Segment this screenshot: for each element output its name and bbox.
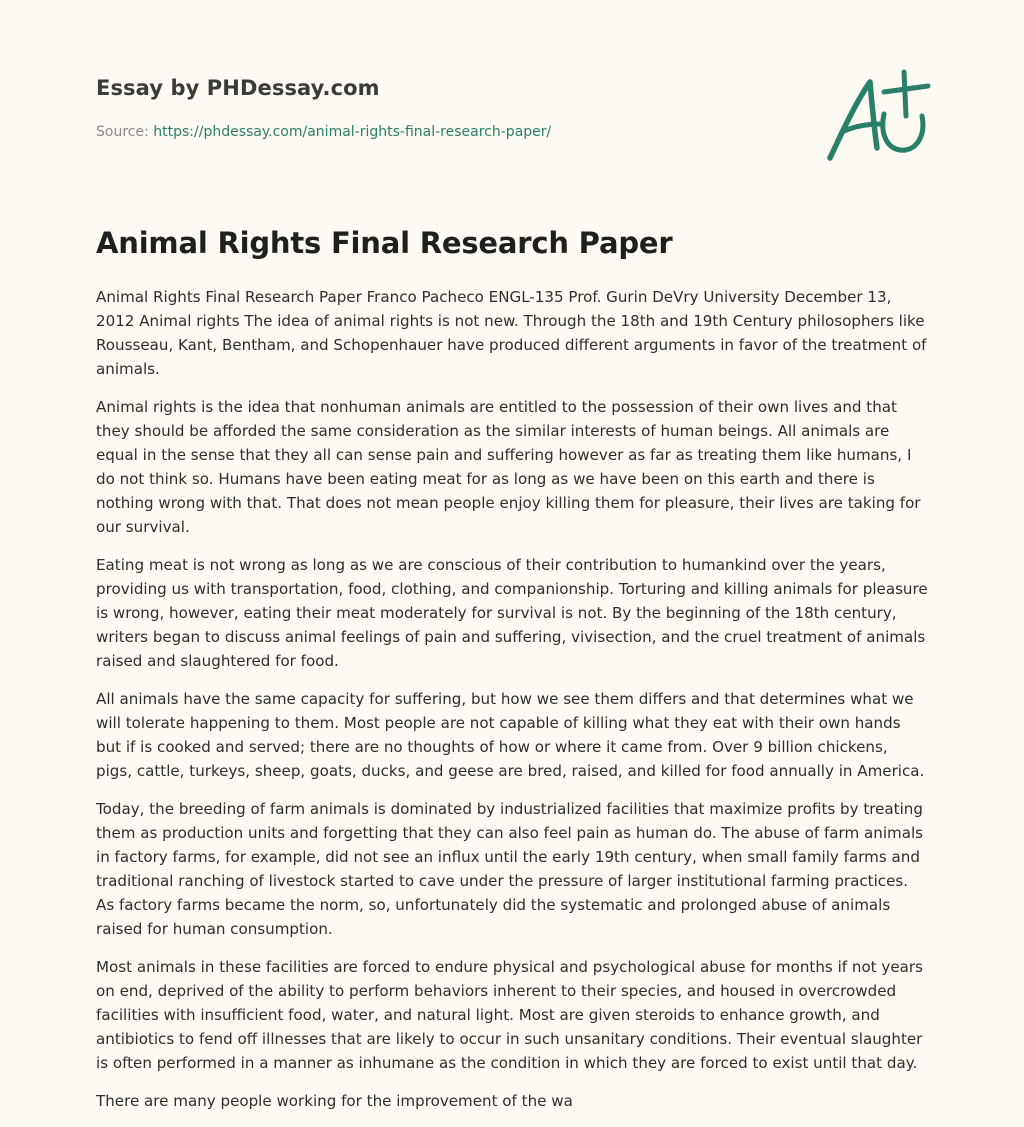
source-label: Source: (96, 124, 149, 140)
paragraph: All animals have the same capacity for suffering, but how we see them differs and that determines what we will tolerate happening to them. Most people are not capable of killing what they eat with their own hands but if is cooked and served; there are no thoughts of how or where it came from. Over 9 billion chickens, pigs, cattle, turkeys, sheep, goats, ducks, and geese are bred, raised, and killed for food annually in America. (96, 690, 925, 780)
article-body (96, 285, 928, 1127)
source-link[interactable]: https://phdessay.com/animal-rights-final-research-paper/ (153, 124, 552, 140)
article-title: Animal Rights Final Research Paper (96, 226, 673, 260)
source-line (96, 124, 551, 140)
paragraph: Today, the breeding of farm animals is dominated by industrialized facilities that maximize profits by treating them as production units and forgetting that they can also feel pain as human do. The abuse of farm animals in factory farms, for example, did not see an influx until the early 19th century, when small family farms and traditional ranching of livestock started to cave under the pressure of larger institutional farming practices. As factory farms became the norm, so, unfortunately did the systematic and prolonged abuse of animals raised for human consumption. (96, 800, 924, 938)
paragraph: Eating meat is not wrong as long as we are conscious of their contribution to humankind over the years, providing us with transportation, food, clothing, and companionship. Torturing and killing animals for pleasure is wrong, however, eating their meat moderately for survival is not. By the beginning of the 18th century, writers began to discuss animal feelings of pain and suffering, vivisection, and the cruel treatment of animals raised and slaughtered for food. (96, 556, 928, 670)
essay-page (96, 0, 928, 1110)
page-header (96, 0, 928, 200)
paragraph: Animal Rights Final Research Paper Franco Pacheco ENGL-135 Prof. Gurin DeVry University December 13, 2012 Animal rights The idea of animal rights is not new. Through the 18th and 19th Century philosophers like Rousseau, Kant, Bentham, and Schopenhauer have produced different arguments in favor of the treatment of animals. (96, 288, 927, 378)
paragraph: Most animals in these facilities are forced to endure physical and psychological abuse for months if not years on end, deprived of the ability to perform behaviors inherent to their species, and housed in overcrowded facilities with insufficient food, water, and natural light. Most are given steroids to enhance growth, and antibiotics to fend off illnesses that are likely to occur in such unsanitary conditions. Their eventual slaughter is often performed in a manner as inhumane as the condition in which they are forced to exist until that day. (96, 958, 923, 1072)
site-brand: Essay by PHDessay.com (96, 76, 380, 100)
paragraph: Animal rights is the idea that nonhuman animals are entitled to the possession of their own lives and that they should be afforded the same consideration as the similar interests of human beings. All animals are equal in the sense that they all can sense pain and suffering however as far as treating them like humans, I do not think so. Humans have been eating meat for as long as we have been on this earth and there is nothing wrong with that. That does not mean people enjoy killing them for pleasure, their lives are taking for our survival. (96, 398, 921, 536)
paragraph: There are many people working for the improvement of the wa (96, 1092, 573, 1110)
a-plus-grade-icon (822, 66, 932, 166)
